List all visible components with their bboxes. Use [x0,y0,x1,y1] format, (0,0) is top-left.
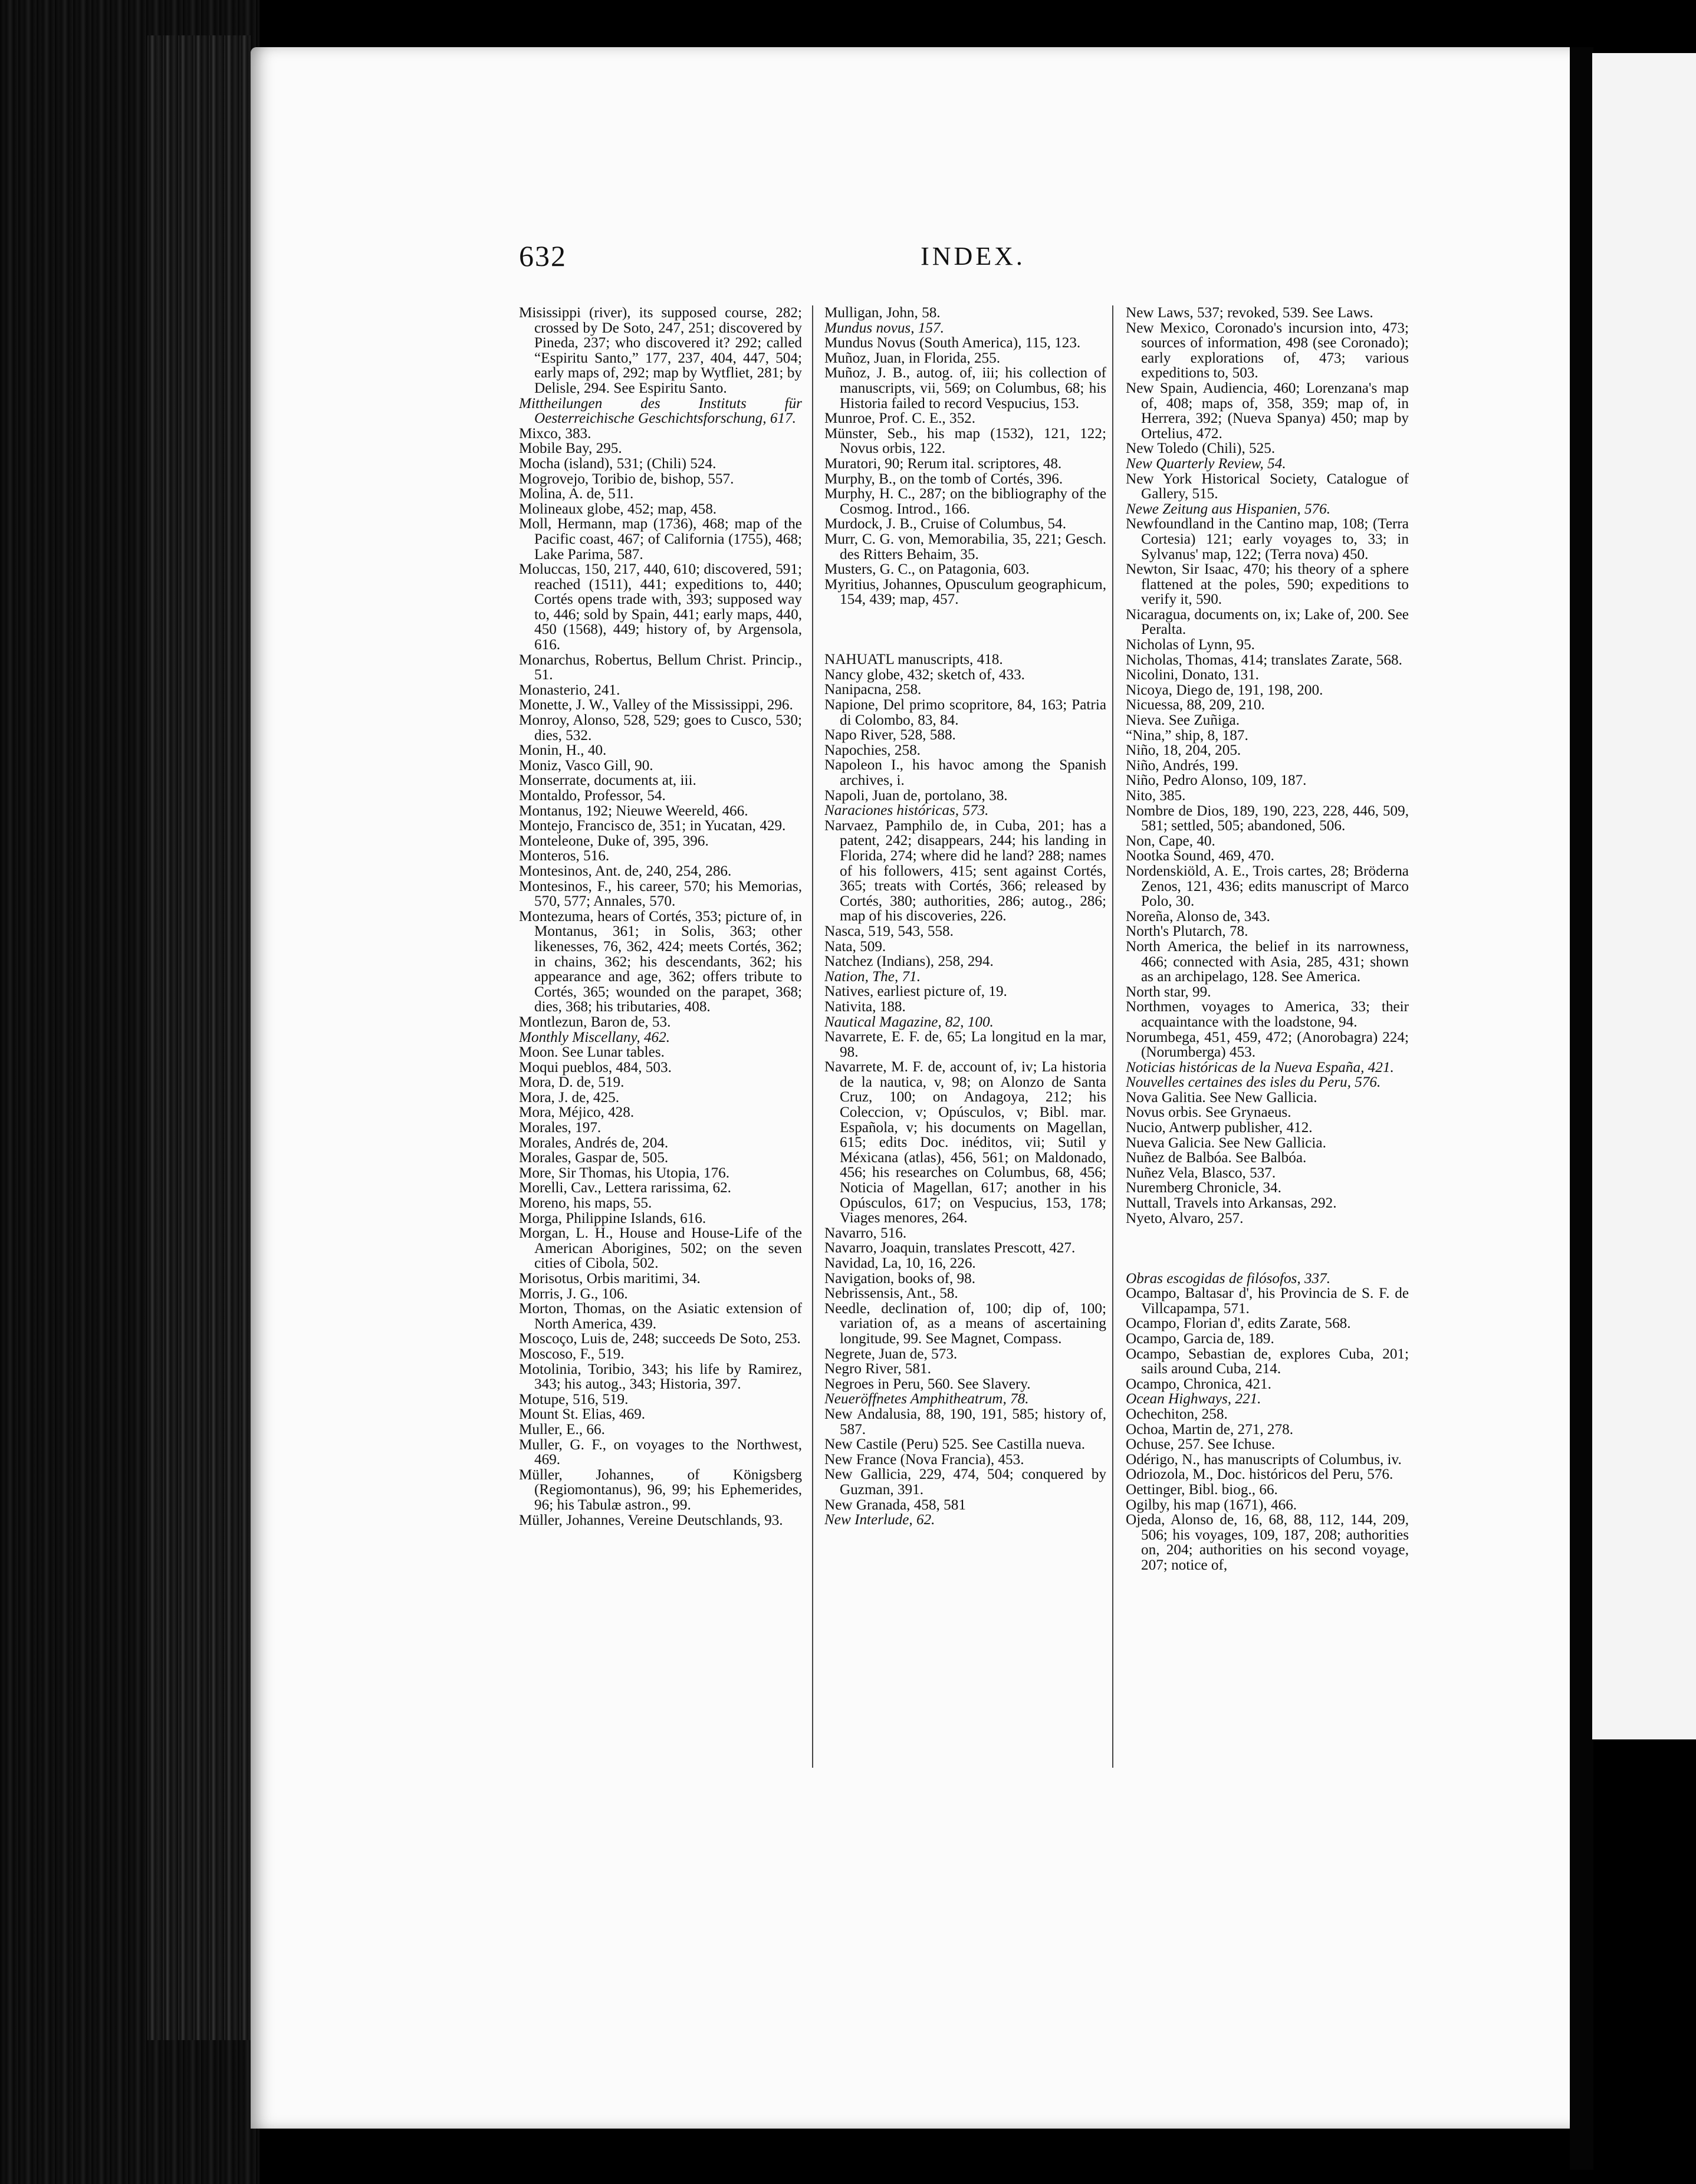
index-entry: Monette, J. W., Valley of the Mississippi, 296. [519,697,793,713]
index-entry: Morris, J. G., 106. [519,1285,628,1302]
index-entry: New France (Nova Francia), 453. [824,1451,1024,1468]
index-entry: Nordenskiöld, A. E., Trois cartes, 28; Bröderna Zenos, 121, 436; edits manuscript of Marco Polo, 30. [1126,863,1409,910]
index-entry: Novus orbis. See Grynaeus. [1126,1104,1291,1121]
index-entry: Non, Cape, 40. [1126,833,1215,849]
index-entry: Niño, 18, 204, 205. [1126,742,1241,759]
index-entry: Molina, A. de, 511. [519,486,634,502]
index-entry: Ojeda, Alonso de, 16, 68, 88, 112, 144, 209, 506; his voyages, 109, 187, 208; authorities on, 204; authorities on his second voyage, 207; notice of, [1126,1512,1409,1573]
index-entry: Nancy globe, 432; sketch of, 433. [824,666,1025,683]
index-entry: Moll, Hermann, map (1736), 468; map of the Pacific coast, 467; of California (1755), 468; Lake Parima, 587. [519,516,802,563]
index-entry: Moreno, his maps, 55. [519,1195,652,1212]
index-entry: Murdock, J. B., Cruise of Columbus, 54. [824,516,1066,532]
index-entry: Muratori, 90; Rerum ital. scriptores, 48. [824,455,1062,472]
index-entry: Navigation, books of, 98. [824,1270,976,1287]
index-entry: Montezuma, hears of Cortés, 353; picture of, in Montanus, 361; in Solis, 363; other likenesses, 76, 362, 424; meets Cortés, 362; in chains, 362; his descendants, 362; his appearance and age, 362; offers tribute to Cortés, 365; wounded on the parapet, 368; dies, 368; his tributaries, 408. [519,908,802,1015]
index-entry: Obras escogidas de filósofos, 337. [1126,1270,1331,1287]
index-entry: Nootka Sound, 469, 470. [1126,848,1274,864]
index-entry: North's Plutarch, 78. [1126,923,1248,940]
index-entry: Ocampo, Chronica, 421. [1126,1376,1271,1392]
index-entry: Nucio, Antwerp publisher, 412. [1126,1120,1313,1136]
index-entry: Negrete, Juan de, 573. [824,1346,958,1362]
page-title: INDEX. [921,242,1026,271]
index-entry: Monasterio, 241. [519,682,620,698]
index-entry: Munroe, Prof. C. E., 352. [824,410,976,427]
index-entry: Morton, Thomas, on the Asiatic extension of North America, 439. [519,1301,802,1332]
index-entry: Nombre de Dios, 189, 190, 223, 228, 446, 509, 581; settled, 505; abandoned, 506. [1126,802,1409,834]
index-entry: Niño, Pedro Alonso, 109, 187. [1126,772,1307,789]
index-entry: Morisotus, Orbis maritimi, 34. [519,1271,701,1287]
index-entry: Napo River, 528, 588. [824,727,956,744]
index-entry: Murphy, B., on the tomb of Cortés, 396. [824,471,1063,487]
index-entry: Murphy, H. C., 287; on the bibliography of the Cosmog. Introd., 166. [824,486,1106,517]
index-entry: Nova Galitia. See New Gallicia. [1126,1089,1317,1106]
column-divider [1112,305,1113,1768]
index-entry: Natchez (Indians), 258, 294. [824,953,994,970]
index-entry: Odriozola, M., Doc. históricos del Peru, 576. [1126,1466,1393,1483]
index-entry: Nebrissensis, Ant., 58. [824,1285,958,1302]
index-entry: Morales, Andrés de, 204. [519,1134,669,1151]
index-entry: Nicaragua, documents on, ix; Lake of, 200. See Peralta. [1126,606,1409,638]
index-entry: Musters, G. C., on Patagonia, 603. [824,561,1030,578]
index-entry: Mittheilungen des Instituts für Oesterreichische Geschichtsforschung, 617. [519,395,802,427]
index-entry: Needle, declination of, 100; dip of, 100; variation of, as a means of ascertaining longitude, 99. See Magnet, Compass. [824,1300,1106,1347]
index-entry: North star, 99. [1126,984,1211,1000]
index-entry: New Interlude, 62. [824,1512,935,1528]
column-divider [812,305,813,1768]
index-entry: Neueröffnetes Amphitheatrum, 78. [824,1391,1029,1407]
index-entry: Monteleone, Duke of, 395, 396. [519,833,709,849]
index-entry: Moluccas, 150, 217, 440, 610; discovered, 591; reached (1511), 441; expeditions to, 440; Cortés opens trade with, 393; supposed way to, 446; sold by Spain, 441; early maps, 440, 450 (1568), 449; history of, by Argensola, 616. [519,561,802,653]
index-entry: Murr, C. G. von, Memorabilia, 35, 221; Gesch. des Ritters Behaim, 35. [824,531,1106,563]
index-entry: Mocha (island), 531; (Chili) 524. [519,455,716,472]
index-column-3 [1126,305,1409,1771]
index-entry: Monarchus, Robertus, Bellum Christ. Princip., 51. [519,652,802,683]
index-entry: Moscoso, F., 519. [519,1346,625,1362]
index-entry: Molineaux globe, 452; map, 458. [519,501,717,517]
book-gutter [1570,47,1593,2170]
index-entry: Nicoya, Diego de, 191, 198, 200. [1126,682,1323,698]
index-entry: Ocampo, Florian d', edits Zarate, 568. [1126,1315,1351,1332]
index-entry: Naraciones históricas, 573. [824,802,989,819]
page-edges [147,35,251,2040]
index-entry: Müller, Johannes, of Königsberg (Regiomontanus), 96, 99; his Ephemerides, 96; his Tabulæ astron., 99. [519,1466,802,1513]
index-entry: Niño, Andrés, 199. [1126,757,1238,774]
index-entry: Nativita, 188. [824,998,906,1015]
index-entry: North America, the belief in its narrowness, 466; connected with Asia, 285, 431; shown as an archipelago, 128. See America. [1126,938,1409,985]
index-entry: Nicuessa, 88, 209, 210. [1126,697,1265,713]
index-entry: Navidad, La, 10, 16, 226. [824,1255,976,1271]
index-entry: Muñoz, Juan, in Florida, 255. [824,350,1001,366]
index-column-1 [519,305,802,1771]
index-entry: Morelli, Cav., Lettera rarissima, 62. [519,1180,731,1196]
index-entry: Muller, G. F., on voyages to the Northwest, 469. [519,1436,802,1468]
index-entry: New Laws, 537; revoked, 539. See Laws. [1126,305,1373,321]
index-entry: New Quarterly Review, 54. [1126,455,1286,472]
index-entry: Mundus novus, 157. [824,320,944,336]
index-entry: New Andalusia, 88, 190, 191, 585; history of, 587. [824,1406,1106,1438]
index-entry: Mundus Novus (South America), 115, 123. [824,335,1081,351]
index-entry: Morales, Gaspar de, 505. [519,1150,669,1166]
index-entry: Negro River, 581. [824,1361,931,1377]
index-entry: Nuremberg Chronicle, 34. [1126,1180,1281,1196]
index-entry: Navarrete, M. F. de, account of, iv; La historia de la nautica, v, 98; on Alonzo de Santa Cruz, 100; on Andagoya, 212; his Coleccion, v; Opúsculos, v; Bibl. mar. Española, v; his documents on Magellan, 615; edits Doc. inéditos, vii; Sutil y Méxicana (atlas), 456, 561; on Maldonado, 456; his researches on Columbus, 68, 456; Noticia of Magellan, 617; another in his Opúsculos, 617; on Vespucius, 153, 178; Viages menores, 264. [824,1059,1106,1226]
index-entry: Monteros, 516. [519,848,610,864]
index-entry: Nicholas, Thomas, 414; translates Zarate, 568. [1126,652,1402,668]
page-header [519,239,1427,286]
index-entry: Monserrate, documents at, iii. [519,772,696,789]
index-entry: Ocampo, Baltasar d', his Provincia de S. F. de Villcapampa, 571. [1126,1285,1409,1317]
index-entry: Oettinger, Bibl. biog., 66. [1126,1481,1278,1498]
index-entry: Nueva Galicia. See New Gallicia. [1126,1134,1326,1151]
index-entry: Moon. See Lunar tables. [519,1044,665,1061]
index-entry: Nouvelles certaines des isles du Peru, 576. [1126,1074,1381,1091]
index-entry: Mora, J. de, 425. [519,1089,619,1106]
index-entry: Montaldo, Professor, 54. [519,788,666,804]
index-entry: Ocampo, Sebastian de, explores Cuba, 201; sails around Cuba, 214. [1126,1346,1409,1377]
index-entry: Noreña, Alonso de, 343. [1126,908,1270,925]
index-entry: Mobile Bay, 295. [519,440,622,457]
index-entry: Navarro, 516. [824,1225,907,1241]
index-entry: Nyeto, Alvaro, 257. [1126,1210,1244,1226]
letter-section-gap [1126,1241,1409,1256]
index-entry: Muñoz, J. B., autog. of, iii; his collection of manuscripts, vii, 569; on Columbus, 68; his Historia failed to record Vespucius, 153. [824,365,1106,412]
index-entry: Montesinos, Ant. de, 240, 254, 286. [519,863,732,879]
index-entry: Navarrete, E. F. de, 65; La longitud en la mar, 98. [824,1029,1106,1060]
index-entry: Noticias históricas de la Nueva España, 421. [1126,1059,1394,1075]
index-entry: Newe Zeitung aus Hispanien, 576. [1126,501,1331,517]
index-entry: New York Historical Society, Catalogue of Gallery, 515. [1126,471,1409,502]
index-entry: Natives, earliest picture of, 19. [824,984,1007,1000]
index-entry: Napoleon I., his havoc among the Spanish archives, i. [824,757,1106,788]
index-entry: Napoli, Juan de, portolano, 38. [824,787,1008,804]
index-entry: Mora, Méjico, 428. [519,1104,635,1121]
index-entry: Ocean Highways, 221. [1126,1391,1261,1407]
letter-section-gap [824,622,1106,637]
index-entry: Napochies, 258. [824,742,921,758]
index-entry: Ogilby, his map (1671), 466. [1126,1496,1297,1513]
index-entry: Muller, E., 66. [519,1421,605,1438]
index-entry: “Nina,” ship, 8, 187. [1126,727,1248,744]
index-entry: Moniz, Vasco Gill, 90. [519,757,653,774]
index-entry: Narvaez, Pamphilo de, in Cuba, 201; has a patent, 242; disappears, 244; his landing in Florida, 274; where did he land? 288; names of his followers, 415; sent against Cortés, 365; treats with Cortés, 366; released by Cortés, 380; authorities, 286; autog., 286; map of his discoveries, 226. [824,817,1106,925]
index-entry: Nuñez de Balbóa. See Balbóa. [1126,1150,1307,1166]
index-entry: Norumbega, 451, 459, 472; (Anorobagra) 224; (Norumberga) 453. [1126,1029,1409,1061]
index-entry: Ocampo, Garcia de, 189. [1126,1330,1274,1347]
index-entry: Ochuse, 257. See Ichuse. [1126,1436,1276,1453]
index-entry: Newton, Sir Isaac, 470; his theory of a sphere flattened at the poles, 590; expeditions to verify it, 590. [1126,561,1409,608]
index-entry: Nata, 509. [824,938,886,955]
index-entry: Nautical Magazine, 82, 100. [824,1014,994,1030]
index-entry: Nuttall, Travels into Arkansas, 292. [1126,1195,1337,1212]
index-entry: Nasca, 519, 543, 558. [824,923,954,939]
index-entry: Montejo, Francisco de, 351; in Yucatan, 429. [519,818,786,834]
index-column-2 [824,305,1106,1771]
index-entry: Nieva. See Zuñiga. [1126,712,1240,729]
index-entry: Moscoço, Luis de, 248; succeeds De Soto, 253. [519,1331,801,1347]
index-entry: Nanipacna, 258. [824,682,922,698]
index-entry: More, Sir Thomas, his Utopia, 176. [519,1165,730,1181]
index-entry: New Gallicia, 229, 474, 504; conquered by Guzman, 391. [824,1466,1106,1498]
index-entry: Northmen, voyages to America, 33; their acquaintance with the loadstone, 94. [1126,999,1409,1030]
index-entry: Ochoa, Martin de, 271, 278. [1126,1421,1293,1438]
index-entry: Myritius, Johannes, Opusculum geographicum, 154, 439; map, 457. [824,576,1106,608]
index-entry: Morga, Philippine Islands, 616. [519,1210,706,1226]
index-entry: New Granada, 458, 581 [824,1496,966,1513]
index-entry: Mogrovejo, Toribio de, bishop, 557. [519,471,734,487]
index-entry: Morales, 197. [519,1120,602,1136]
index-entry: Monroy, Alonso, 528, 529; goes to Cusco, 530; dies, 532. [519,712,802,744]
index-entry: Montlezun, Baron de, 53. [519,1014,671,1030]
index-entry: Mora, D. de, 519. [519,1074,625,1091]
index-entry: NAHUATL manuscripts, 418. [824,652,1003,668]
index-entry: Napione, Del primo scopritore, 84, 163; Patria di Colombo, 83, 84. [824,697,1106,728]
index-entry: Moqui pueblos, 484, 503. [519,1059,672,1075]
index-entry: Nicholas of Lynn, 95. [1126,637,1255,653]
index-entry: New Mexico, Coronado's incursion into, 473; sources of information, 498 (see Coronado); early explorations of, 473; various expeditions to, 503. [1126,320,1409,381]
index-entry: Müller, Johannes, Vereine Deutschlands, 93. [519,1512,783,1528]
index-entry: Mount St. Elias, 469. [519,1406,646,1423]
index-entry: Mixco, 383. [519,425,591,442]
index-entry: Nicolini, Donato, 131. [1126,667,1259,683]
index-entry: Nation, The, 71. [824,968,921,985]
index-entry: Mulligan, John, 58. [824,305,941,321]
index-entry: Montanus, 192; Nieuwe Weereld, 466. [519,802,748,819]
index-entry: New Castile (Peru) 525. See Castilla nueva. [824,1436,1086,1453]
index-entry: Ochechiton, 258. [1126,1406,1228,1422]
index-entry: Navarro, Joaquin, translates Prescott, 427. [824,1240,1076,1257]
page-number: 632 [519,239,567,272]
index-entry: Nuñez Vela, Blasco, 537. [1126,1165,1276,1181]
index-entry: Morgan, L. H., House and House-Life of the American Aborigines, 502; on the seven cities of Cibola, 502. [519,1225,802,1272]
index-entry: Negroes in Peru, 560. See Slavery. [824,1376,1031,1392]
index-entry: Motupe, 516, 519. [519,1391,629,1407]
index-entry: Motolinia, Toribio, 343; his life by Ramirez, 343; his autog., 343; Historia, 397. [519,1361,802,1393]
index-entry: Newfoundland in the Cantino map, 108; (Terra Cortesia) 121; early voyages to, 33; in Sylvanus' map, 122; (Terra nova) 450. [1126,516,1409,563]
index-entry: Münster, Seb., his map (1532), 121, 122; Novus orbis, 122. [824,425,1106,457]
index-entry: Nito, 385. [1126,788,1186,804]
index-entry: Misissippi (river), its supposed course, 282; crossed by De Soto, 247, 251; discovered by Pineda, 237; who discovered it? 292; called “Espiritu Santo,” 177, 237, 404, 447, 504; early maps of, 292; map by Wytfliet, 281; by Delisle, 294. See Espiritu Santo. [519,305,802,396]
index-entry: Odérigo, N., has manuscripts of Columbus, iv. [1126,1451,1402,1468]
index-entry: Monin, H., 40. [519,742,607,759]
index-entry: Montesinos, F., his career, 570; his Memorias, 570, 577; Annales, 570. [519,878,802,910]
index-entry: New Spain, Audiencia, 460; Lorenzana's map of, 408; maps of, 358, 359; map of, in Herrera, 392; (Nueva Spanya) 450; map by Ortelius, 472. [1126,380,1409,442]
index-entry: New Toledo (Chili), 525. [1126,440,1276,457]
facing-page-edge [1592,53,1696,1739]
index-entry: Monthly Miscellany, 462. [519,1029,670,1045]
